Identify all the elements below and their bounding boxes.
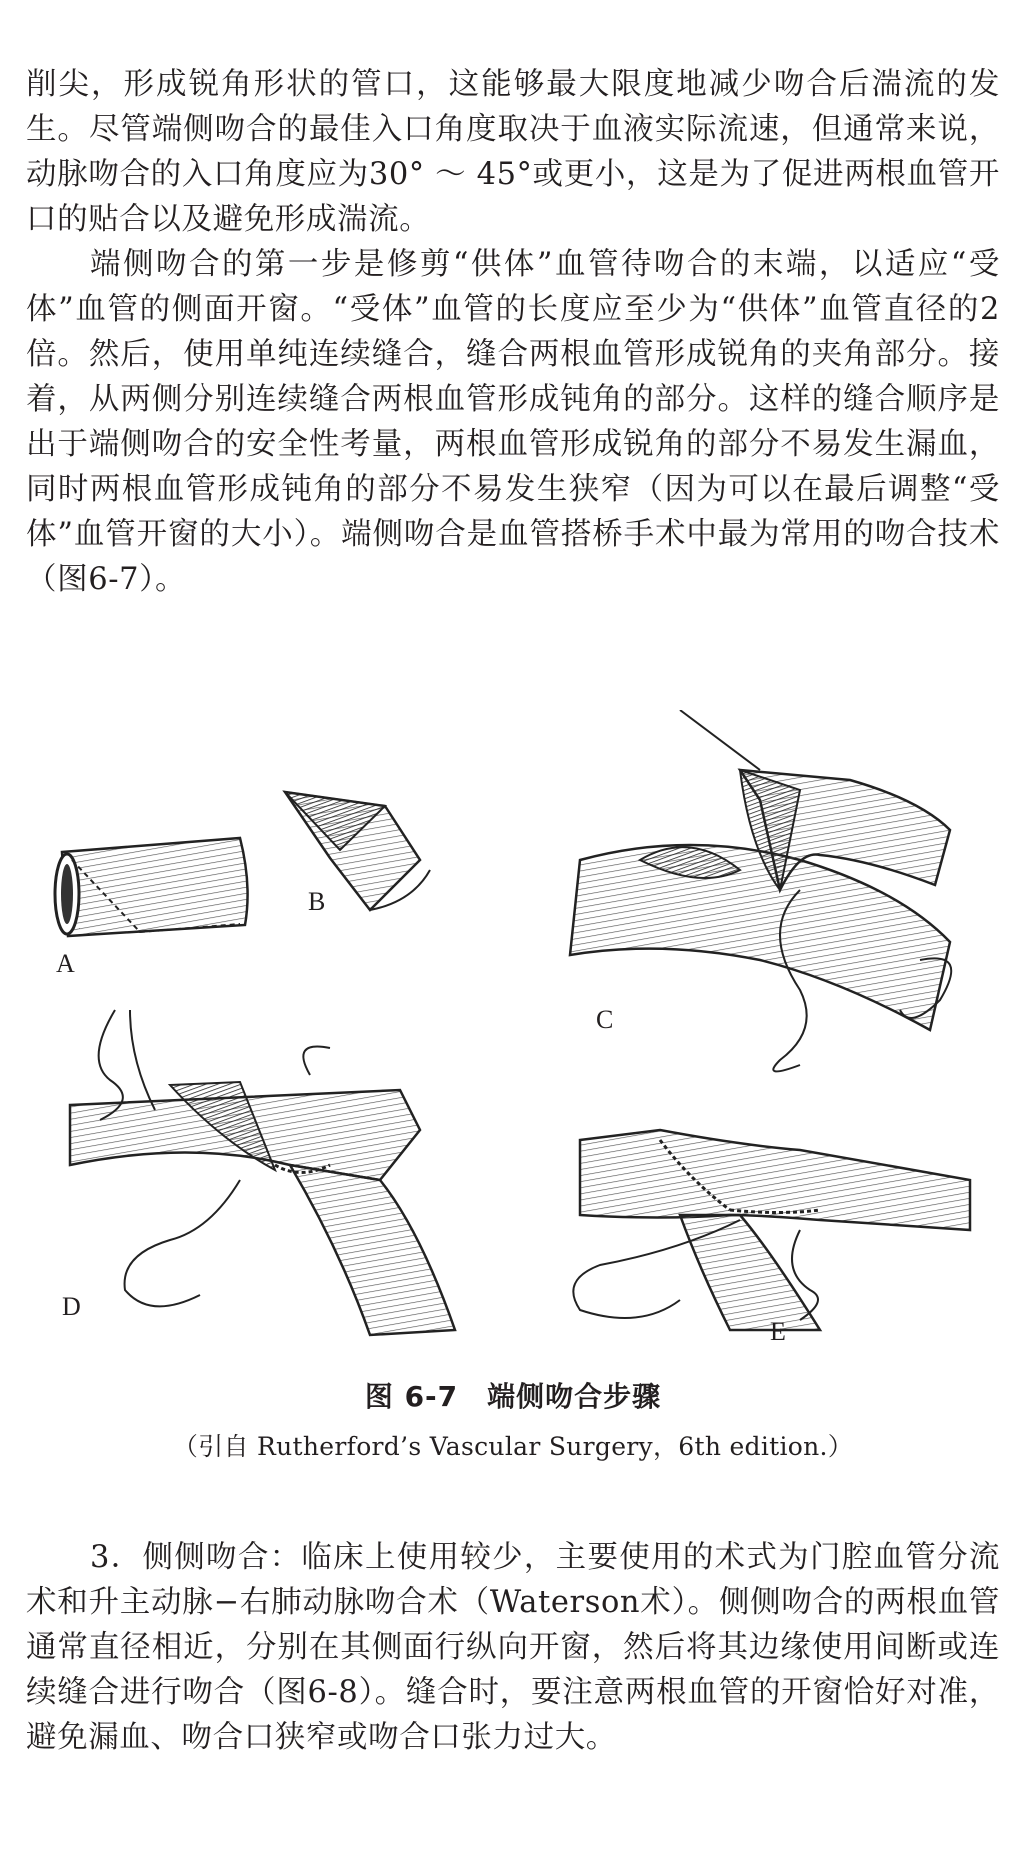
paragraph-3: 3．侧侧吻合：临床上使用较少，主要使用的术式为门腔血管分流术和升主动脉−右肺动脉吻合术（Waterson术）。侧侧吻合的两根血管通常直径相近，分别在其侧面行纵向开窗，然后将其边缘使用间断或连续缝合进行吻合（图6-8）。缝合时，要注意两根血管的开窗恰好对准，避免漏血、吻合口狭窄或吻合口张力过大。 — [26, 1540, 1000, 1755]
panel-label-a: A — [56, 949, 75, 978]
panel-e-completed — [573, 1130, 970, 1330]
figure-caption-source: （引自 Rutherford’s Vascular Surgery，6th edition.） — [172, 1432, 854, 1461]
panel-d-suturing — [70, 1010, 455, 1335]
figure-caption-title: 图 6-7 端侧吻合步骤 — [364, 1380, 662, 1413]
panel-label-e: E — [770, 1317, 786, 1346]
panel-b-trimmed-vessel — [285, 792, 430, 910]
panel-label-d: D — [62, 1292, 81, 1321]
paragraph-2: 端侧吻合的第一步是修剪“供体”血管待吻合的末端，以适应“受体”血管的侧面开窗。“受体”血管的长度应至少为“供体”血管直径的2倍。然后，使用单纯连续缝合，缝合两根血管形成锐角的夹角部分。接着，从两侧分别连续缝合两根血管形成钝角的部分。这样的缝合顺序是出于端侧吻合的安全性考量，两根血管形成锐角的部分不易发生漏血，同时两根血管形成钝角的部分不易发生狭窄（因为可以在最后调整“受体”血管开窗的大小）。端侧吻合是血管搭桥手术中最为常用的吻合技术（图6-7）。 — [26, 247, 1000, 597]
panel-a-vessel — [55, 838, 248, 936]
panel-c-anastomosis — [570, 710, 951, 1071]
panel-label-c: C — [596, 1005, 614, 1034]
panel-label-b: B — [308, 887, 326, 916]
paragraph-1: 削尖，形成锐角形状的管口，这能够最大限度地减少吻合后湍流的发生。尽管端侧吻合的最佳入口角度取决于血液实际流速，但通常来说，动脉吻合的入口角度应为30° ～ 45°或更小，这是为了促进两根血管开口的贴合以及避免形成湍流。 — [26, 67, 1000, 237]
figure-6-7-illustration — [40, 710, 990, 1350]
